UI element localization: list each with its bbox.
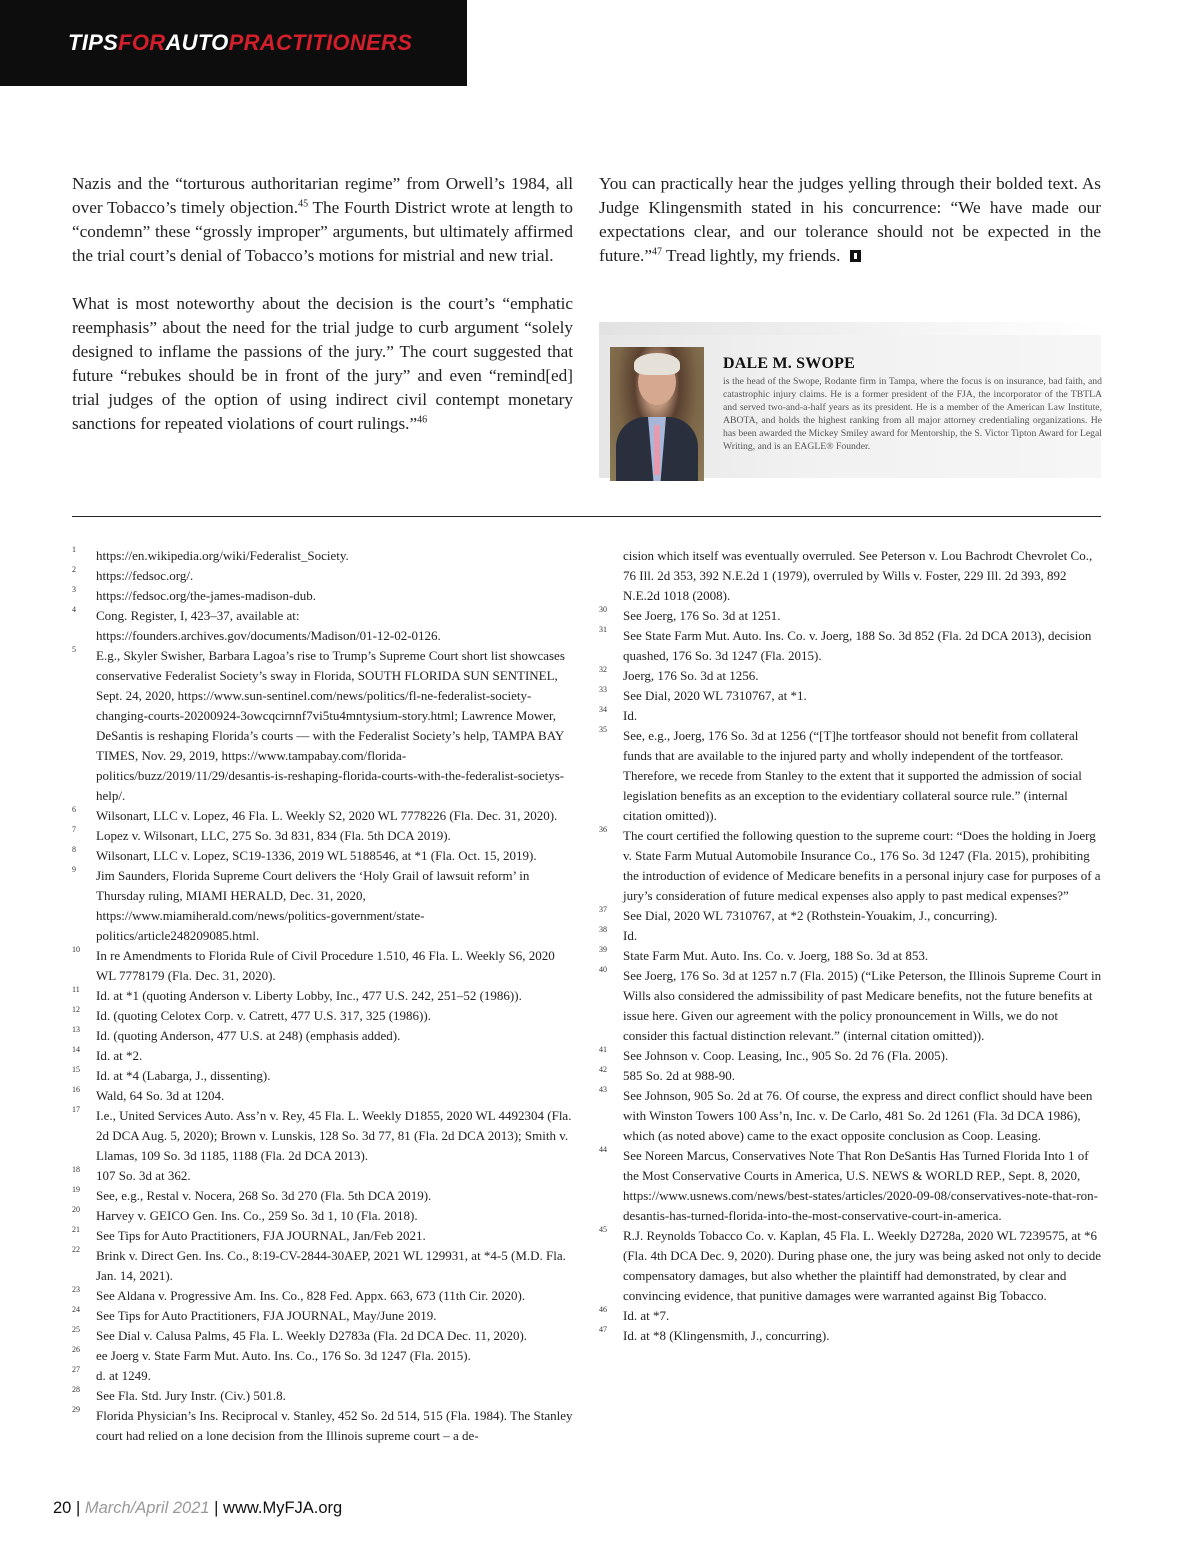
footnote-number: 27	[72, 1365, 80, 1374]
title-part-auto: AUTO	[165, 30, 229, 55]
footnote-text: The court certified the following question to the supreme court: “Does the holding in Joerg v. State Farm Mutual Automobile Insurance Co., 176 So. 3d 1247 (Fla. 2015), prohibiting the introduction of evidence of Medicare benefits in a personal injury case for purposes of a jury’s consideration of future medical expenses also apply to past medical expenses?”	[623, 828, 1101, 903]
footnote-5	[72, 646, 575, 806]
footnote-40	[599, 966, 1102, 1046]
footnote-number: 37	[599, 905, 607, 914]
footnote-25	[72, 1326, 575, 1346]
title-part-tips: TIPS	[68, 30, 119, 55]
footnote-number: 33	[599, 685, 607, 694]
author-bio-panel	[599, 335, 1101, 478]
footnote-text: See Noreen Marcus, Conservatives Note That Ron DeSantis Has Turned Florida Into 1 of the Most Conservative Courts in America, U.S. NEWS & WORLD REP., Sept. 8, 2020, https://www.usnews.com/news/best-states/articles/2020-09-08/conservatives-note-that-ron-desantis-has-turned-florida-into-the-most-conservative-court-in-america.	[623, 1148, 1098, 1223]
footnote-number: 41	[599, 1045, 607, 1054]
footnote-3	[72, 586, 575, 606]
footnote-number: 23	[72, 1285, 80, 1294]
footnote-text: See Dial, 2020 WL 7310767, at *2 (Rothstein-Youakim, J., concurring).	[623, 908, 998, 923]
footnote-text: Id. at *1 (quoting Anderson v. Liberty Lobby, Inc., 477 U.S. 242, 251–52 (1986)).	[96, 988, 522, 1003]
footnote-6	[72, 806, 575, 826]
footnote-24	[72, 1306, 575, 1326]
footnote-text: Harvey v. GEICO Gen. Ins. Co., 259 So. 3d 1, 10 (Fla. 2018).	[96, 1208, 418, 1223]
footnote-text: ee Joerg v. State Farm Mut. Auto. Ins. Co., 176 So. 3d 1247 (Fla. 2015).	[96, 1348, 471, 1363]
footnote-28	[72, 1386, 575, 1406]
website-link[interactable]: www.MyFJA.org	[223, 1499, 343, 1517]
footnote-number: 38	[599, 925, 607, 934]
footnote-number: 35	[599, 725, 607, 734]
author-name: DALE M. SWOPE	[723, 355, 855, 372]
footnote-text: Cong. Register, I, 423–37, available at: https://founders.archives.gov/documents/Madison/01-12-02-0126.	[96, 608, 441, 643]
footnote-42	[599, 1066, 1102, 1086]
article-paragraph-2: What is most noteworthy about the decision is the court’s “emphatic reemphasis” about the need for the trial judge to curb argument “solely designed to inflame the passions of the jury.” The court suggested that future “rebukes should be in front of the jury” and even “remind[ed] trial judges of the option of using indirect civil contempt monetary sanctions for repeated violations of court rulings.”$^{46}$	[72, 294, 573, 433]
footnote-text: Id. at *8 (Klingensmith, J., concurring).	[623, 1328, 830, 1343]
footnote-33	[599, 686, 1102, 706]
footnote-number: 9	[72, 865, 76, 874]
footnote-20	[72, 1206, 575, 1226]
footnote-text: Wald, 64 So. 3d at 1204.	[96, 1088, 225, 1103]
footnote-number: 1	[72, 545, 76, 554]
footnote-1	[72, 546, 575, 566]
footnote-number: 8	[72, 845, 76, 854]
article-right-column	[599, 172, 1101, 268]
footnote-45	[599, 1226, 1102, 1306]
footnote-text: E.g., Skyler Swisher, Barbara Lagoa’s rise to Trump’s Supreme Court short list showcases conservative Federalist Society’s sway in Florida, SOUTH FLORIDA SUN SENTINEL, Sept. 24, 2020, https://www.sun-sentinel.com/news/politics/fl-ne-federalist-society-changing-courts-20200924-3owcqcirnnf7vi5tu4mntysium-story.html; Lawrence Mower, DeSantis is reshaping Florida’s courts — with the Federalist Society’s help, TAMPA BAY TIMES, Nov. 29, 2019, https://www.tampabay.com/florida-politics/buzz/2019/11/29/desantis-is-reshaping-florida-courts-with-the-federalist-societys-help/.	[96, 648, 565, 803]
footnote-text: https://fedsoc.org/the-james-madison-dub.	[96, 588, 316, 603]
footnote-number: 36	[599, 825, 607, 834]
footnotes-left-column	[72, 546, 575, 1446]
footnote-text: Florida Physician’s Ins. Reciprocal v. Stanley, 452 So. 2d 514, 515 (Fla. 1984). The Stanley court had relied on a lone decision from the Illinois supreme court – a de-	[96, 1408, 573, 1443]
footnote-text: 107 So. 3d at 362.	[96, 1168, 191, 1183]
footnote-number: 34	[599, 705, 607, 714]
article-paragraph-1: Nazis and the “torturous authoritarian regime” from Orwell’s 1984, all over Tobacco’s timely objection.$^{45}$ The Fourth District wrote at length to “condemn” these “grossly improper” arguments, but ultimately affirmed the trial court’s denial of Tobacco’s motions for mistrial and new trial.	[72, 174, 573, 265]
author-bio-text: is the head of the Swope, Rodante firm in Tampa, where the focus is on insurance, bad faith, and catastrophic injury claims. He is a former president of the FJA, the incorporator of the TBTLA and served two-and-a-half years as its president. He is a member of the American Law Institute, ABOTA, and holds the highest ranking from all major attorney credentialing organizations. He has been awarded the Mickey Smiley award for Mentorship, the S. Victor Tipton Award for Legal Writing, and is an EAGLE® Founder.	[723, 376, 1102, 452]
footnote-number: 16	[72, 1085, 80, 1094]
footnote-number: 28	[72, 1385, 80, 1394]
footnote-16	[72, 1086, 575, 1106]
footnote-text: See Johnson v. Coop. Leasing, Inc., 905 So. 2d 76 (Fla. 2005).	[623, 1048, 949, 1063]
footnote-44	[599, 1146, 1102, 1226]
footnote-number: 31	[599, 625, 607, 634]
footnote-number: 42	[599, 1065, 607, 1074]
footnote-text: Id. (quoting Anderson, 477 U.S. at 248) (emphasis added).	[96, 1028, 401, 1043]
footnote-number: 32	[599, 665, 607, 674]
footnote-text: Brink v. Direct Gen. Ins. Co., 8:19-CV-2844-30AEP, 2021 WL 129931, at *4-5 (M.D. Fla. Jan. 14, 2021).	[96, 1248, 566, 1283]
footnote-text: Lopez v. Wilsonart, LLC, 275 So. 3d 831, 834 (Fla. 5th DCA 2019).	[96, 828, 451, 843]
footnote-text: See Tips for Auto Practitioners, FJA JOURNAL, May/June 2019.	[96, 1308, 437, 1323]
footnote-38	[599, 926, 1102, 946]
footnote-continuation: cision which itself was eventually overruled. See Peterson v. Lou Bachrodt Chevrolet Co., 76 Ill. 2d 353, 392 N.E.2d 1 (1979), overruled by Wills v. Foster, 229 Ill. 2d 393, 892 N.E.2d 1018 (2008).	[623, 548, 1093, 603]
footnote-7	[72, 826, 575, 846]
footnote-number: 4	[72, 605, 76, 614]
footnote-number: 12	[72, 1005, 80, 1014]
footnote-number: 7	[72, 825, 76, 834]
footnote-35	[599, 726, 1102, 826]
footnote-number: 20	[72, 1205, 80, 1214]
footnote-43	[599, 1086, 1102, 1146]
author-photo	[610, 347, 704, 481]
footnote-number: 24	[72, 1305, 80, 1314]
footnote-36	[599, 826, 1102, 906]
footnote-number: 18	[72, 1165, 80, 1174]
footnote-10	[72, 946, 575, 986]
footnote-47	[599, 1326, 1102, 1346]
footnote-27	[72, 1366, 575, 1386]
footnote-text: https://fedsoc.org/.	[96, 568, 194, 583]
footnote-17	[72, 1106, 575, 1166]
footnote-11	[72, 986, 575, 1006]
footnote-text: State Farm Mut. Auto. Ins. Co. v. Joerg, 188 So. 3d at 853.	[623, 948, 929, 963]
footnote-9	[72, 866, 575, 946]
footnote-text: Id. (quoting Celotex Corp. v. Catrett, 477 U.S. 317, 325 (1986)).	[96, 1008, 431, 1023]
footnote-number: 30	[599, 605, 607, 614]
footnote-text: See Dial, 2020 WL 7310767, at *1.	[623, 688, 807, 703]
footnote-text: Wilsonart, LLC v. Lopez, 46 Fla. L. Weekly S2, 2020 WL 7778226 (Fla. Dec. 31, 2020).	[96, 808, 558, 823]
footnote-number: 17	[72, 1105, 80, 1114]
footnote-number: 21	[72, 1225, 80, 1234]
footnote-text: In re Amendments to Florida Rule of Civil Procedure 1.510, 46 Fla. L. Weekly S6, 2020 WL 7778179 (Fla. Dec. 31, 2020).	[96, 948, 555, 983]
footnote-text: See, e.g., Restal v. Nocera, 268 So. 3d 270 (Fla. 5th DCA 2019).	[96, 1188, 432, 1203]
footnote-32	[599, 666, 1102, 686]
footnote-41	[599, 1046, 1102, 1066]
footnote-19	[72, 1186, 575, 1206]
footnote-46	[599, 1306, 1102, 1326]
footnote-number: 39	[599, 945, 607, 954]
issue-date: March/April 2021	[84, 1499, 210, 1517]
footnote-ref-45[interactable]: 45	[298, 198, 309, 210]
footnote-ref-47[interactable]: 47	[651, 246, 662, 258]
footnote-text: See Joerg, 176 So. 3d at 1257 n.7 (Fla. 2015) (“Like Peterson, the Illinois Supreme Court in Wills also considered the admissibility of past Medicare benefits, not the future benefits at issue here. Given our agreement with the policy pronouncement in Wills, we do not consider this factual distinction relevant.” (internal citation omitted)).	[623, 968, 1102, 1043]
footnotes-divider	[72, 516, 1101, 517]
title-part-for: FOR	[118, 30, 166, 55]
footnote-text: See Aldana v. Progressive Am. Ins. Co., 828 Fed. Appx. 663, 673 (11th Cir. 2020).	[96, 1288, 526, 1303]
page-footer: 20 | March/April 2021 | www.MyFJA.org	[53, 1499, 343, 1517]
title-part-practitioners: PRACTITIONERS	[228, 30, 413, 55]
footnote-text: Id.	[623, 928, 638, 943]
footnote-number: 45	[599, 1225, 607, 1234]
footnote-number: 22	[72, 1245, 80, 1254]
footnote-number: 26	[72, 1345, 80, 1354]
footnote-number: 19	[72, 1185, 80, 1194]
footnote-text: d. at 1249.	[96, 1368, 151, 1383]
footnote-number: 11	[72, 985, 80, 994]
footnote-number: 5	[72, 645, 76, 654]
footnote-2	[72, 566, 575, 586]
footnote-text: Wilsonart, LLC v. Lopez, SC19-1336, 2019 WL 5188546, at *1 (Fla. Oct. 15, 2019).	[96, 848, 537, 863]
footnote-text: R.J. Reynolds Tobacco Co. v. Kaplan, 45 Fla. L. Weekly D2728a, 2020 WL 7239575, at *6 (Fla. 4th DCA Dec. 9, 2020). During phase one, the jury was being asked not only to decide compensatory damages, but also whether the plaintiff had demonstrated, by clear and convincing evidence, that punitive damages were warranted against Big Tobacco.	[623, 1228, 1102, 1303]
footnote-text: Id. at *2.	[96, 1048, 143, 1063]
footnote-text: Id.	[623, 708, 638, 723]
footnote-text: Id. at *7.	[623, 1308, 670, 1323]
footnote-23	[72, 1286, 575, 1306]
footnote-21	[72, 1226, 575, 1246]
footnote-13	[72, 1026, 575, 1046]
article-paragraph-3: You can practically hear the judges yelling through their bolded text. As Judge Klingensmith stated in his concurrence: “We have made our expectations clear, and our tolerance should not be expected in the future.”$^{47}$ Tread lightly, my friends.	[599, 174, 1101, 265]
footnote-15	[72, 1066, 575, 1086]
footnote-29	[72, 1406, 575, 1446]
footnote-number: 13	[72, 1025, 80, 1034]
footnote-number: 44	[599, 1145, 607, 1154]
footnote-26	[72, 1346, 575, 1366]
footnote-37	[599, 906, 1102, 926]
footnote-number: 2	[72, 565, 76, 574]
footnote-number: 3	[72, 585, 76, 594]
footnote-14	[72, 1046, 575, 1066]
footnote-31	[599, 626, 1102, 666]
footnote-number: 25	[72, 1325, 80, 1334]
footnote-34	[599, 706, 1102, 726]
footnote-text: https://en.wikipedia.org/wiki/Federalist_Society.	[96, 548, 349, 563]
footnote-4	[72, 606, 575, 646]
footnote-number: 43	[599, 1085, 607, 1094]
footnote-number: 47	[599, 1325, 607, 1334]
footnote-text: 585 So. 2d at 988-90.	[623, 1068, 735, 1083]
footnote-number: 15	[72, 1065, 80, 1074]
section-title	[68, 30, 412, 56]
end-of-article-icon	[850, 250, 861, 262]
footnote-text: I.e., United Services Auto. Ass’n v. Rey, 45 Fla. L. Weekly D1855, 2020 WL 4492304 (Fla. 2d DCA Aug. 5, 2020); Brown v. Lunskis, 128 So. 3d 77, 81 (Fla. 2d DCA 2013); Smith v. Llamas, 109 So. 3d 1185, 1188 (Fla. 2d DCA 2013).	[96, 1108, 572, 1163]
footnote-text: See Johnson, 905 So. 2d at 76. Of course, the express and direct conflict should have been with Winston Towers 100 Ass’n, Inc. v. De Carlo, 481 So. 2d 1261 (Fla. 3d DCA 1986), which (as noted above) came to the exact opposite conclusion as Coop. Leasing.	[623, 1088, 1093, 1143]
footnote-text: Id. at *4 (Labarga, J., dissenting).	[96, 1068, 271, 1083]
footnote-text: Jim Saunders, Florida Supreme Court delivers the ‘Holy Grail of lawsuit reform’ in Thursday ruling, MIAMI HERALD, Dec. 31, 2020, https://www.miamiherald.com/news/politics-government/state-politics/article248209085.html.	[96, 868, 530, 943]
footnote-number: 10	[72, 945, 80, 954]
footnote-text: See Tips for Auto Practitioners, FJA JOURNAL, Jan/Feb 2021.	[96, 1228, 426, 1243]
footnote-number: 14	[72, 1045, 80, 1054]
footnote-text: See Fla. Std. Jury Instr. (Civ.) 501.8.	[96, 1388, 286, 1403]
section-banner	[0, 0, 467, 86]
footnote-8	[72, 846, 575, 866]
footnote-number: 46	[599, 1305, 607, 1314]
footnote-ref-46[interactable]: 46	[417, 414, 428, 426]
footnote-number: 40	[599, 965, 607, 974]
footnote-22	[72, 1246, 575, 1286]
article-left-column	[72, 172, 573, 436]
footnote-text: See, e.g., Joerg, 176 So. 3d at 1256 (“[T]he tortfeasor should not benefit from collateral funds that are available to the injured party and wholly independent of the tortfeasor. Therefore, we recede from Stanley to the extent that it supported the admission of social legislation benefits as an exception to the evidentiary collateral source rule.” (internal citation omitted)).	[623, 728, 1082, 823]
footnote-number: 6	[72, 805, 76, 814]
footnote-text: See Dial v. Calusa Palms, 45 Fla. L. Weekly D2783a (Fla. 2d DCA Dec. 11, 2020).	[96, 1328, 528, 1343]
page-number: 20	[53, 1499, 72, 1517]
footnote-text: See State Farm Mut. Auto. Ins. Co. v. Joerg, 188 So. 3d 852 (Fla. 2d DCA 2013), decision quashed, 176 So. 3d 1247 (Fla. 2015).	[623, 628, 1092, 663]
footnote-text: See Joerg, 176 So. 3d at 1251.	[623, 608, 781, 623]
footnote-30	[599, 606, 1102, 626]
footnotes-right-column	[599, 546, 1102, 1346]
footnote-39	[599, 946, 1102, 966]
author-bio-box	[599, 322, 1101, 478]
footnote-text: Joerg, 176 So. 3d at 1256.	[623, 668, 759, 683]
footnote-18	[72, 1166, 575, 1186]
footnote-12	[72, 1006, 575, 1026]
footnote-number: 29	[72, 1405, 80, 1414]
